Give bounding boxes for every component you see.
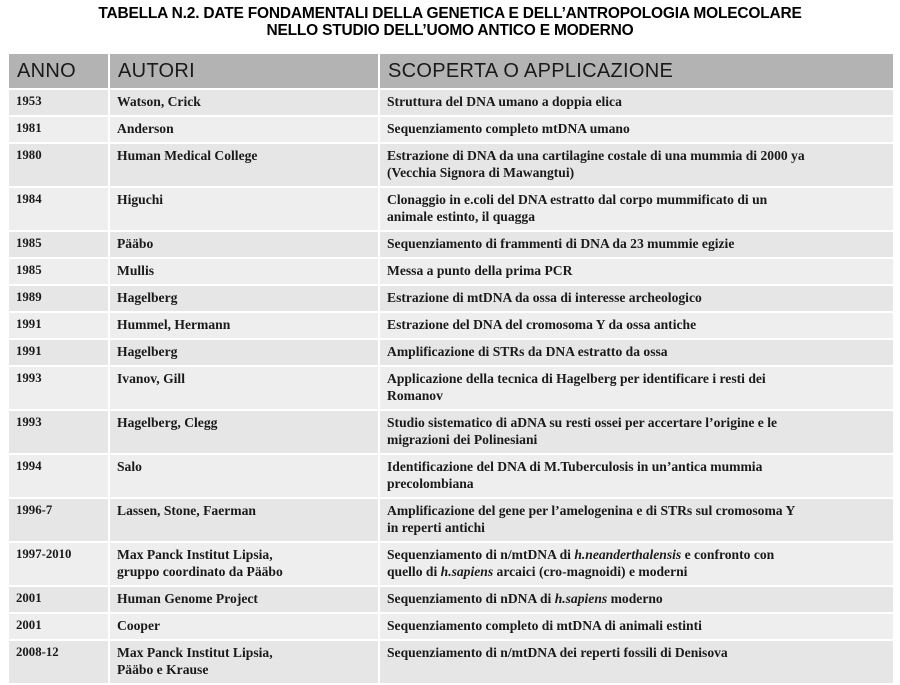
cell-autori [109, 613, 379, 640]
cell-scoperta [379, 542, 893, 586]
scoperta-text: in reperti antichi [387, 520, 485, 535]
cell-anno: 1953 [9, 89, 109, 116]
cell-autori [109, 258, 379, 285]
cell-autori [109, 143, 379, 187]
cell-scoperta [379, 366, 893, 410]
autori-line: Human Medical College [117, 148, 258, 163]
table-row [9, 258, 893, 285]
table-row [9, 231, 893, 258]
table-header [9, 54, 893, 89]
header-autori: AUTORI [109, 54, 379, 89]
scoperta-text: Estrazione di mtDNA da ossa di interesse archeologico [387, 290, 702, 305]
autori-line: Mullis [117, 263, 155, 278]
cell-autori [109, 498, 379, 542]
scoperta-line [387, 316, 889, 333]
title-line-2: NELLO STUDIO DELL’UOMO ANTICO E MODERNO [266, 22, 634, 39]
timeline-table-container [9, 54, 893, 685]
cell-autori [109, 116, 379, 143]
autori-line: Max Panck Institut Lipsia, [117, 645, 273, 660]
scoperta-text: arcaici (cro-magnoidi) e moderni [493, 564, 688, 579]
cell-autori [109, 89, 379, 116]
autori-line: Watson, Crick [117, 94, 201, 109]
scoperta-line [387, 387, 889, 404]
table-title [0, 5, 900, 39]
table-row [9, 542, 893, 586]
cell-scoperta [379, 285, 893, 312]
cell-scoperta [379, 89, 893, 116]
scoperta-line [387, 235, 889, 252]
cell-anno: 1996-7 [9, 498, 109, 542]
table-row [9, 339, 893, 366]
cell-autori [109, 366, 379, 410]
scoperta-text: Clonaggio in e.coli del DNA estratto dal corpo mummificato di un [387, 192, 768, 207]
scoperta-text: Sequenziamento di nDNA di [387, 591, 555, 606]
table-body [9, 89, 893, 684]
cell-autori [109, 542, 379, 586]
scoperta-line [387, 147, 889, 164]
cell-scoperta [379, 454, 893, 498]
table-row [9, 366, 893, 410]
cell-autori [109, 285, 379, 312]
scoperta-line [387, 370, 889, 387]
cell-anno: 1991 [9, 339, 109, 366]
cell-anno: 1984 [9, 187, 109, 231]
scoperta-text: Sequenziamento completo mtDNA umano [387, 121, 630, 136]
table-row [9, 586, 893, 613]
cell-anno: 1993 [9, 410, 109, 454]
autori-line: Max Panck Institut Lipsia, [117, 547, 273, 562]
autori-line: Pääbo e Krause [117, 662, 209, 677]
cell-anno: 1993 [9, 366, 109, 410]
scoperta-line [387, 431, 889, 448]
autori-line: Hagelberg [117, 290, 178, 305]
cell-scoperta [379, 116, 893, 143]
scoperta-text: Sequenziamento di frammenti di DNA da 23 mummie egizie [387, 236, 735, 251]
autori-line: Pääbo [117, 236, 154, 251]
scoperta-line [387, 590, 889, 607]
cell-autori [109, 586, 379, 613]
species-name: h.neanderthalensis [574, 547, 682, 562]
autori-line: Hummel, Hermann [117, 317, 231, 332]
cell-scoperta [379, 339, 893, 366]
cell-anno: 1985 [9, 258, 109, 285]
autori-line: Ivanov, Gill [117, 371, 185, 386]
scoperta-line [387, 191, 889, 208]
timeline-table [9, 54, 893, 685]
cell-scoperta [379, 231, 893, 258]
scoperta-line [387, 502, 889, 519]
header-scoperta: SCOPERTA O APPLICAZIONE [379, 54, 893, 89]
cell-anno: 2001 [9, 586, 109, 613]
scoperta-text: Amplificazione di STRs da DNA estratto da ossa [387, 344, 668, 359]
autori-line: Human Genome Project [117, 591, 258, 606]
table-row [9, 498, 893, 542]
table-row [9, 143, 893, 187]
table-row [9, 285, 893, 312]
cell-anno: 1997-2010 [9, 542, 109, 586]
scoperta-text: Estrazione di DNA da una cartilagine costale di una mummia di 2000 ya [387, 148, 805, 163]
cell-autori [109, 187, 379, 231]
cell-anno: 1989 [9, 285, 109, 312]
cell-anno: 1981 [9, 116, 109, 143]
cell-anno: 1985 [9, 231, 109, 258]
title-line-1: TABELLA N.2. DATE FONDAMENTALI DELLA GENETICA E DELL’ANTROPOLOGIA MOLECOLARE [98, 5, 802, 22]
cell-anno: 1991 [9, 312, 109, 339]
header-row [9, 54, 893, 89]
cell-anno: 2001 [9, 613, 109, 640]
scoperta-text: Romanov [387, 388, 443, 403]
autori-line: Higuchi [117, 192, 164, 207]
table-row [9, 116, 893, 143]
scoperta-text: migrazioni dei Polinesiani [387, 432, 538, 447]
cell-scoperta [379, 258, 893, 285]
cell-autori [109, 454, 379, 498]
scoperta-line [387, 208, 889, 225]
cell-autori [109, 231, 379, 258]
autori-line: Hagelberg [117, 344, 178, 359]
scoperta-line [387, 343, 889, 360]
scoperta-line [387, 458, 889, 475]
cell-scoperta [379, 312, 893, 339]
autori-line: Salo [117, 459, 142, 474]
scoperta-line [387, 164, 889, 181]
table-row [9, 454, 893, 498]
scoperta-line [387, 120, 889, 137]
cell-scoperta [379, 613, 893, 640]
cell-anno: 2008-12 [9, 640, 109, 684]
scoperta-text: quello di [387, 564, 441, 579]
table-row [9, 640, 893, 684]
cell-autori [109, 312, 379, 339]
cell-anno: 1994 [9, 454, 109, 498]
cell-scoperta [379, 586, 893, 613]
scoperta-line [387, 475, 889, 492]
scoperta-text: Sequenziamento di n/mtDNA dei reperti fossili di Denisova [387, 645, 728, 660]
scoperta-text: precolombiana [387, 476, 474, 491]
scoperta-text: animale estinto, il quagga [387, 209, 536, 224]
cell-scoperta [379, 143, 893, 187]
autori-line: Anderson [117, 121, 174, 136]
scoperta-text: Studio sistematico di aDNA su resti ossei per accertare l’origine e le [387, 415, 778, 430]
cell-scoperta [379, 498, 893, 542]
table-row [9, 89, 893, 116]
scoperta-text: moderno [607, 591, 663, 606]
scoperta-text: Estrazione del DNA del cromosoma Y da ossa antiche [387, 317, 697, 332]
autori-line: Hagelberg, Clegg [117, 415, 218, 430]
scoperta-text: Identificazione del DNA di M.Tuberculosis in un’antica mummia [387, 459, 763, 474]
table-row [9, 613, 893, 640]
table-row [9, 312, 893, 339]
scoperta-text: e confronto con [681, 547, 775, 562]
species-name: h.sapiens [440, 564, 494, 579]
scoperta-line [387, 262, 889, 279]
autori-line: gruppo coordinato da Pääbo [117, 564, 283, 579]
cell-anno: 1980 [9, 143, 109, 187]
cell-autori [109, 640, 379, 684]
scoperta-line [387, 414, 889, 431]
header-anno: ANNO [9, 54, 109, 89]
cell-autori [109, 339, 379, 366]
scoperta-text: Messa a punto della prima PCR [387, 263, 573, 278]
table-row [9, 187, 893, 231]
scoperta-text: Amplificazione del gene per l’amelogenina e di STRs sul cromosoma Y [387, 503, 796, 518]
autori-line: Cooper [117, 618, 161, 633]
species-name: h.sapiens [554, 591, 608, 606]
scoperta-line [387, 519, 889, 536]
scoperta-text: Applicazione della tecnica di Hagelberg per identificare i resti dei [387, 371, 766, 386]
scoperta-line [387, 563, 889, 580]
scoperta-line [387, 289, 889, 306]
autori-line: Lassen, Stone, Faerman [117, 503, 256, 518]
scoperta-line [387, 617, 889, 634]
scoperta-line [387, 93, 889, 110]
cell-scoperta [379, 410, 893, 454]
scoperta-text: Sequenziamento di n/mtDNA di [387, 547, 575, 562]
cell-autori [109, 410, 379, 454]
cell-scoperta [379, 640, 893, 684]
table-row [9, 410, 893, 454]
scoperta-line [387, 546, 889, 563]
cell-scoperta [379, 187, 893, 231]
scoperta-text: Struttura del DNA umano a doppia elica [387, 94, 622, 109]
scoperta-line [387, 644, 889, 661]
scoperta-text: (Vecchia Signora di Mawangtui) [387, 165, 575, 180]
scoperta-text: Sequenziamento completo di mtDNA di animali estinti [387, 618, 702, 633]
